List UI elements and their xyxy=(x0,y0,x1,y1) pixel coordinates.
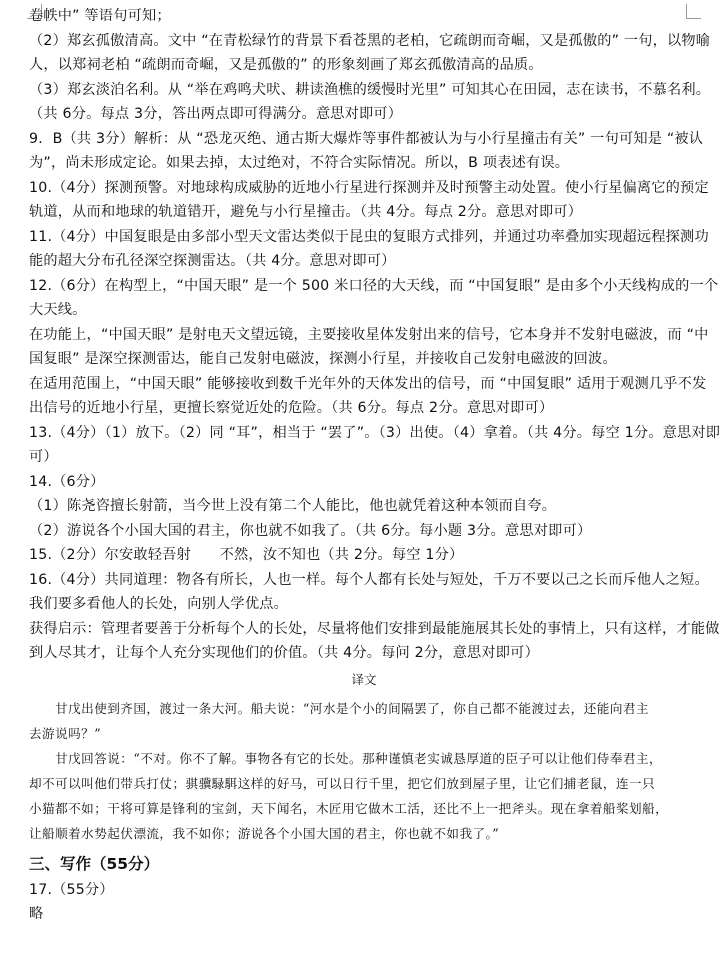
text-line: （1）陈尧咨擅长射箭，当今世上没有第二个人能比，他也就凭着这种本领而自夸。 xyxy=(29,498,557,514)
translation-line: 去游说吗？” xyxy=(29,725,102,741)
text-line: 卷帙中” 等语句可知； xyxy=(29,8,171,24)
text-line: 获得启示：管理者要善于分析每个人的长处，尽量将他们安排到最能施展其长处的事情上，只有这样，才能做 xyxy=(29,620,720,637)
text-line: 轨道，从而和地球的轨道错开，避免与小行星撞击。（共 4分。每点 2分。意思对即可） xyxy=(29,204,583,220)
text-line: 为”，尚未形成定论。如果去掉，太过绝对，不符合实际情况。所以，B 项表述有误。 xyxy=(29,155,570,171)
text-line: （共 6分。每点 3分，答出两点即可得满分。意思对即可） xyxy=(29,106,403,122)
answer-text: 略 xyxy=(29,906,44,922)
text-line: 10.（4分）探测预警。对地球构成威胁的近地小行星进行探测并及时预警主动处置。使小行星偏离它的预定 xyxy=(29,179,709,196)
translation-line: 却不可以叫他们带兵打仗；骐骥騄駬这样的好马，可以日行千里，把它们放到屋子里，让它们捕老鼠，连一只 xyxy=(29,775,656,791)
text-line: 可） xyxy=(29,449,58,465)
section-heading: 三、写作（55分） xyxy=(29,854,160,873)
answer-section xyxy=(29,4,721,666)
text-line: 12.（6分）在构型上，“中国天眼” 是一个 500 米口径的大天线，而 “中国复眼” 是由多个小天线构成的一个 xyxy=(29,277,719,294)
text-line: （2）游说各个小国大国的君主，你也就不如我了。（共 6分。每小题 3分。意思对即可） xyxy=(29,522,592,539)
text-line: 9．B（共 3分）解析：从 “恐龙灭绝、通古斯大爆炸等事件都被认为与小行星撞击有关” 一句可知是 “被认 xyxy=(29,130,704,147)
text-line: 大天线。 xyxy=(29,302,87,318)
question-number: 17.（55分） xyxy=(29,881,114,898)
text-line: 11.（4分）中国复眼是由多部小型天文雷达类似于昆虫的复眼方式排列，并通过功率叠加实现超远程探测功 xyxy=(29,228,709,245)
text-line: 13.（4分）（1）放下。（2）同 “耳”，相当于 “罢了”。（3）出使。（4）拿着。（共 4分。每空 1分。意思对即 xyxy=(29,424,721,441)
text-line: （2）郑玄孤傲清高。文中 “在青松绿竹的背景下看苍黑的老柏，它疏朗而奇崛，又是孤傲的” 一句，以物喻 xyxy=(29,32,711,49)
translation-line: 甘戊出使到齐国，渡过一条大河。船夫说：“河水是个小的间隔罢了，你自己都不能渡过去，还能向君主 xyxy=(29,700,649,716)
text-line: 在适用范围上，“中国天眼” 能够接收到数千光年外的天体发出的信号，而 “中国复眼” 适用于观测几乎不发 xyxy=(29,375,707,392)
text-line: 16.（4分）共同道理：物各有所长，人也一样。每个人都有长处与短处，千万不要以己之长而斥他人之短。 xyxy=(29,571,709,588)
text-line: 能的超大分布孔径深空探测雷达。（共 4分。意思对即可） xyxy=(29,253,396,269)
translation-line: 甘戊回答说：“不对。你不了解。事物各有它的长处。那种谨慎老实诚恳厚道的臣子可以让他们侍奉君主， xyxy=(29,750,662,766)
document-body xyxy=(29,4,721,927)
text-line: 国复眼” 是深空探测雷达，能自己发射电磁波，探测小行星，并接收自己发射电磁波的回波。 xyxy=(29,351,617,367)
text-line: 到人尽其才，让每个人充分实现他们的价值。（共 4分。每问 2分，意思对即可） xyxy=(29,645,539,661)
text-line: 人，以郑祠老柏 “疏朗而奇崛，又是孤傲的” 的形象刻画了郑玄孤傲清高的品质。 xyxy=(29,57,543,73)
text-line: 出信号的近地小行星，更擅长察觉近处的危险。（共 6分。每点 2分。意思对即可） xyxy=(29,400,554,416)
translation-line: 小猫都不如；干将可算是锋利的宝剑，天下闻名，木匠用它做木工活，还比不上一把斧头。现在拿着船桨划船， xyxy=(29,800,669,816)
translation-line: 让船顺着水势起伏漂流，我不如你；游说各个小国大国的君主，你也就不如我了。” xyxy=(29,825,500,841)
text-line: 14.（6分） xyxy=(29,473,105,490)
text-line: 15.（2分）尔安敢轻吾射 不然，汝不知也（共 2分。每空 1分） xyxy=(29,547,464,563)
text-line: 在功能上，“中国天眼” 是射电天文望远镜，主要接收星体发射出来的信号，它本身并不发射电磁波，而 “中 xyxy=(29,326,709,343)
text-line: （3）郑玄淡泊名利。从 “举在鸡鸣犬吠、耕读渔樵的缓慢时光里” 可知其心在田园，志在读书，不慕名利。 xyxy=(29,81,711,98)
translation-section xyxy=(29,696,699,846)
text-line: 我们要多看他人的长处，向别人学优点。 xyxy=(29,596,288,612)
translation-title: 译文 xyxy=(351,671,377,687)
